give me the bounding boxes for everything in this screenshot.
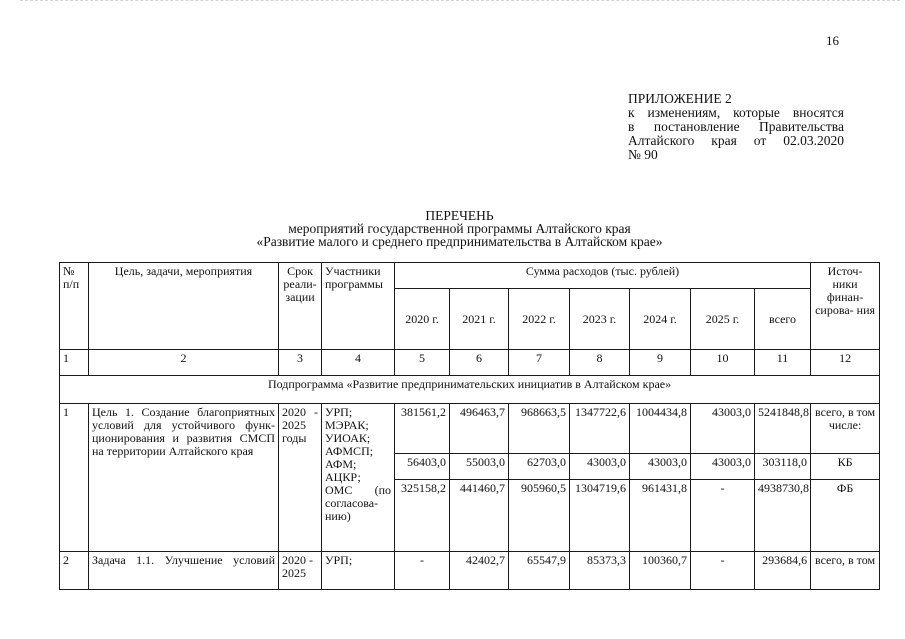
value-cell: 441460,7: [450, 480, 509, 552]
header-expenses: Сумма расходов (тыс. рублей): [395, 263, 811, 289]
value-cell: 968663,5: [509, 404, 570, 454]
table-row: [60, 552, 880, 590]
heading-title: ПЕРЕЧЕНЬ: [425, 208, 494, 223]
value-cell: 62703,0: [509, 454, 570, 480]
value-cell: 325158,2: [395, 480, 450, 552]
header-year-2023: 2023 г.: [570, 289, 630, 350]
appendix-line-3: Алтайского края от 02.03.2020: [628, 133, 844, 148]
value-cell: 43003,0: [691, 454, 755, 480]
row-number: 1: [60, 404, 89, 552]
header-goal: Цель, задачи, мероприятия: [89, 263, 279, 350]
header-year-2020: 2020 г.: [395, 289, 450, 350]
appendix-line-1: к изменениям, которые вносятся: [628, 105, 844, 120]
participants-cell: УРП; МЭРАК; УИОАК; АФМСП; АФМ; АЦКР; ОМС (по согласова- нию): [322, 404, 395, 552]
participants-cell: УРП;: [322, 552, 395, 590]
header-total: всего: [755, 289, 811, 350]
column-number: 9: [630, 350, 691, 376]
term-cell: 2020 - 2025: [279, 552, 322, 590]
value-cell: 4938730,8: [755, 480, 811, 552]
header-year-2025: 2025 г.: [691, 289, 755, 350]
value-cell: 961431,8: [630, 480, 691, 552]
value-cell: 1347722,6: [570, 404, 630, 454]
table-row: [60, 404, 880, 454]
value-cell: 905960,5: [509, 480, 570, 552]
value-cell: -: [691, 480, 755, 552]
task-cell: Задача 1.1. Улучшение условий: [89, 552, 279, 590]
header-row-1: [60, 263, 880, 289]
row-number: 2: [60, 552, 89, 590]
column-number-row: [60, 350, 880, 376]
value-cell: 1304719,6: [570, 480, 630, 552]
column-number: 4: [322, 350, 395, 376]
source-cell: КБ: [811, 454, 880, 480]
scan-top-edge: [20, 0, 900, 5]
value-cell: -: [691, 552, 755, 590]
column-number: 6: [450, 350, 509, 376]
column-number: 2: [89, 350, 279, 376]
column-number: 3: [279, 350, 322, 376]
heading-line-2: «Развитие малого и среднего предпринимательства в Алтайском крае»: [256, 234, 663, 249]
heading-line-1: мероприятий государственной программы Алтайского края: [288, 221, 631, 236]
value-cell: 42402,7: [450, 552, 509, 590]
value-cell: 43003,0: [630, 454, 691, 480]
value-cell: 55003,0: [450, 454, 509, 480]
value-cell: 100360,7: [630, 552, 691, 590]
column-number: 8: [570, 350, 630, 376]
header-year-2024: 2024 г.: [630, 289, 691, 350]
column-number: 11: [755, 350, 811, 376]
appendix-line-4: № 90: [628, 147, 658, 162]
term-cell: 2020 - 2025 годы: [279, 404, 322, 552]
value-cell: 43003,0: [691, 404, 755, 454]
measures-table: [59, 262, 880, 590]
column-number: 12: [811, 350, 880, 376]
header-sources: Источ- ники финан- сирова- ния: [811, 263, 880, 350]
document-heading: [0, 209, 905, 248]
header-participants: Участники программы: [322, 263, 395, 350]
value-cell: 85373,3: [570, 552, 630, 590]
value-cell: 65547,9: [509, 552, 570, 590]
header-term: Срок реали- зации: [279, 263, 322, 350]
column-number: 7: [509, 350, 570, 376]
value-cell: 1004434,8: [630, 404, 691, 454]
source-cell: ФБ: [811, 480, 880, 552]
value-cell: 56403,0: [395, 454, 450, 480]
appendix-title: ПРИЛОЖЕНИЕ 2: [628, 91, 732, 106]
value-cell: 303118,0: [755, 454, 811, 480]
subprogram-title: Подпрограмма «Развитие предпринимательских инициатив в Алтайском крае»: [60, 376, 880, 404]
subprogram-row: [60, 376, 880, 404]
header-year-2022: 2022 г.: [509, 289, 570, 350]
value-cell: 5241848,8: [755, 404, 811, 454]
appendix-block: [628, 92, 844, 162]
value-cell: -: [395, 552, 450, 590]
header-num: № п/п: [60, 263, 89, 350]
header-year-2021: 2021 г.: [450, 289, 509, 350]
page-number: 16: [826, 33, 839, 48]
value-cell: 293684,6: [755, 552, 811, 590]
goal-cell: Цель 1. Создание благоприятных условий для устойчивого функ- ционирования и развития СМСП на территории Алтайского края: [89, 404, 279, 552]
value-cell: 43003,0: [570, 454, 630, 480]
source-cell: всего, в том числе:: [811, 404, 880, 454]
column-number: 1: [60, 350, 89, 376]
appendix-line-2: в постановление Правительства: [628, 119, 844, 134]
source-cell: всего, в том: [811, 552, 880, 590]
value-cell: 381561,2: [395, 404, 450, 454]
value-cell: 496463,7: [450, 404, 509, 454]
column-number: 10: [691, 350, 755, 376]
column-number: 5: [395, 350, 450, 376]
